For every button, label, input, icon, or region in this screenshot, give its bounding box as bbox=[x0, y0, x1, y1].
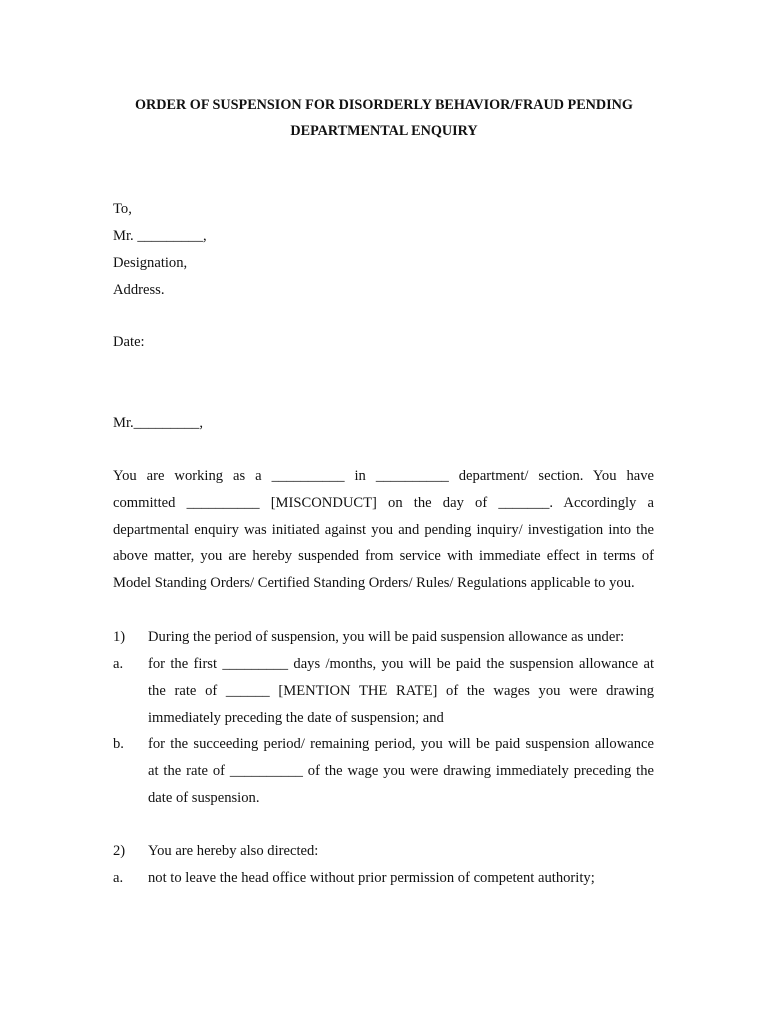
list-item-marker: b. bbox=[113, 736, 124, 752]
body-line: You are working as a __________ in __________ department/ section. You have bbox=[113, 468, 654, 484]
list-item-line: date of suspension. bbox=[148, 789, 260, 806]
document-title bbox=[100, 92, 668, 144]
body-line: Model Standing Orders/ Certified Standing Orders/ Rules/ Regulations applicable to you. bbox=[113, 575, 635, 592]
title-line-2: DEPARTMENTAL ENQUIRY bbox=[290, 123, 478, 139]
section-2-text: You are hereby also directed: bbox=[148, 843, 319, 859]
list-item-line: immediately preceding the date of suspension; and bbox=[148, 709, 444, 726]
list-item-line: the rate of ______ [MENTION THE RATE] of the wages you were drawing bbox=[148, 682, 654, 699]
list-item-line: for the succeeding period/ remaining period, you will be paid suspension allowance bbox=[148, 736, 654, 752]
section-1-item-a bbox=[113, 651, 654, 731]
list-item-marker: a. bbox=[113, 870, 124, 886]
list-item-line: at the rate of __________ of the wage you were drawing immediately preceding the bbox=[148, 762, 654, 779]
list-item-line: for the first _________ days /months, you will be paid the suspension allowance at bbox=[148, 656, 654, 672]
body-paragraph bbox=[113, 463, 654, 597]
body-line: committed __________ [MISCONDUCT] on the day of _______. Accordingly a bbox=[113, 494, 654, 511]
title-line-1: ORDER OF SUSPENSION FOR DISORDERLY BEHAVIOR/FRAUD PENDING bbox=[135, 97, 633, 113]
section-1-text: During the period of suspension, you will be paid suspension allowance as under: bbox=[148, 629, 625, 645]
section-2-item-a bbox=[113, 865, 654, 892]
address-to: To, bbox=[113, 201, 132, 217]
section-1-marker: 1) bbox=[113, 629, 126, 645]
list-item-line: not to leave the head office without prior permission of competent authority; bbox=[148, 870, 595, 886]
section-1 bbox=[113, 624, 654, 651]
list-item-marker: a. bbox=[113, 656, 124, 672]
address-line: Address. bbox=[113, 282, 165, 298]
address-recipient-name: Mr. _________, bbox=[113, 228, 207, 244]
address-designation: Designation, bbox=[113, 255, 188, 271]
date-label: Date: bbox=[113, 334, 145, 350]
body-line: above matter, you are hereby suspended from service with immediate effect in terms of bbox=[113, 548, 654, 565]
section-2 bbox=[113, 838, 654, 865]
section-1-item-b bbox=[113, 731, 654, 811]
salutation: Mr._________, bbox=[113, 415, 203, 431]
section-2-marker: 2) bbox=[113, 843, 126, 859]
body-line: departmental enquiry was initiated against you and pending inquiry/ investigation into the bbox=[113, 521, 654, 538]
